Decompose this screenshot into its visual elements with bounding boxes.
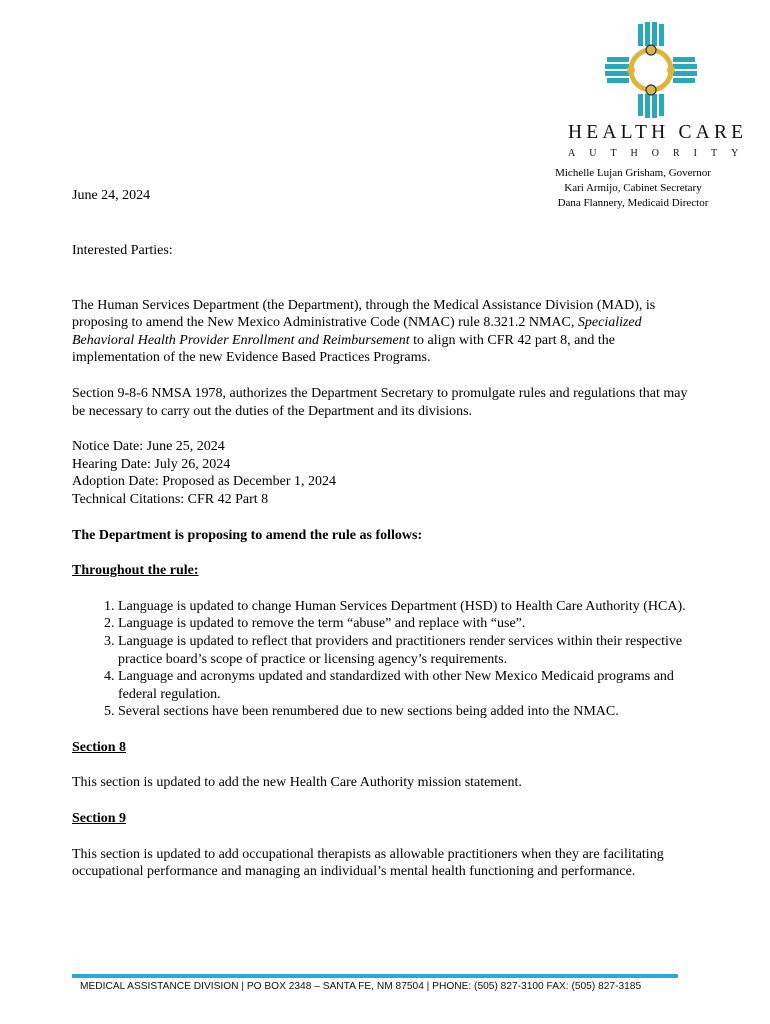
adoption-date: Adoption Date: Proposed as December 1, 2024 [72,474,336,490]
section8-text: This section is updated to add the new Health Care Authority mission statement. [72,775,522,791]
throughout-heading: Throughout the rule: [72,563,199,579]
letter-body [72,242,702,899]
brand-subtitle: AUTHORITY [568,148,753,159]
brand-name: HEALTH CARE [568,122,748,143]
list-item: 3. Language is updated to reflect that providers and practitioners render services within their respective practice board’s scope of practice or licensing agency’s requirements. [118,633,702,668]
section8-heading: Section 8 [72,739,127,755]
list-item: 5. Several sections have been renumbered due to new sections being added into the NMAC. [118,703,702,721]
brand-block [568,122,753,159]
footer-divider [72,974,678,978]
official-medicaid-director: Dana Flannery, Medicaid Director [557,197,709,209]
intro-text-2: to align with CFR 42 part 8, and the implementation of the new Evidence Based Practices Programs. [72,332,615,366]
officials-list [538,166,728,211]
list-item: 1. Language is updated to change Human Services Department (HSD) to Health Care Authority (HCA). [118,598,702,616]
technical-citations: Technical Citations: CFR 42 Part 8 [72,491,269,507]
section9-text: This section is updated to add occupational therapists as allowable practitioners when they are facilitating occupational performance and managing an individual’s mental health functioning and performance. [72,846,664,880]
notice-date: Notice Date: June 25, 2024 [72,439,225,455]
health-care-authority-logo [605,22,697,118]
section9-heading: Section 9 [72,811,127,827]
intro-text-1: The Human Services Department (the Department), through the Medical Assistance Division (MAD), is proposing to amend the New Mexico Administrative Code (NMAC) rule 8.321.2 NMAC, [72,297,656,331]
footer-contact: MEDICAL ASSISTANCE DIVISION | PO BOX 2348 – SANTA FE, NM 87504 | PHONE: (505) 827-3100 FAX: (505) 827-3185 [80,981,642,992]
rule-title: Specialized Behavioral Health Provider Enrollment and Reimbursement [72,315,642,348]
list-item: 2. Language is updated to remove the term “abuse” and replace with “use”. [118,615,702,633]
intro-paragraph [72,297,702,367]
authority-paragraph: Section 9-8-6 NMSA 1978, authorizes the Department Secretary to promulgate rules and regulations that may be necessary to carry out the duties of the Department and its divisions. [72,385,688,419]
dates-block [72,438,702,508]
changes-list [72,598,702,721]
proposal-heading: The Department is proposing to amend the rule as follows: [72,527,423,543]
official-governor: Michelle Lujan Grisham, Governor [555,167,711,179]
greeting: Interested Parties: [72,243,173,258]
list-item: 4. Language and acronyms updated and standardized with other New Mexico Medicaid programs and federal regulation. [118,668,702,703]
hearing-date: Hearing Date: July 26, 2024 [72,456,231,472]
letter-date: June 24, 2024 [72,188,151,203]
official-cabinet-secretary: Kari Armijo, Cabinet Secretary [564,182,702,194]
